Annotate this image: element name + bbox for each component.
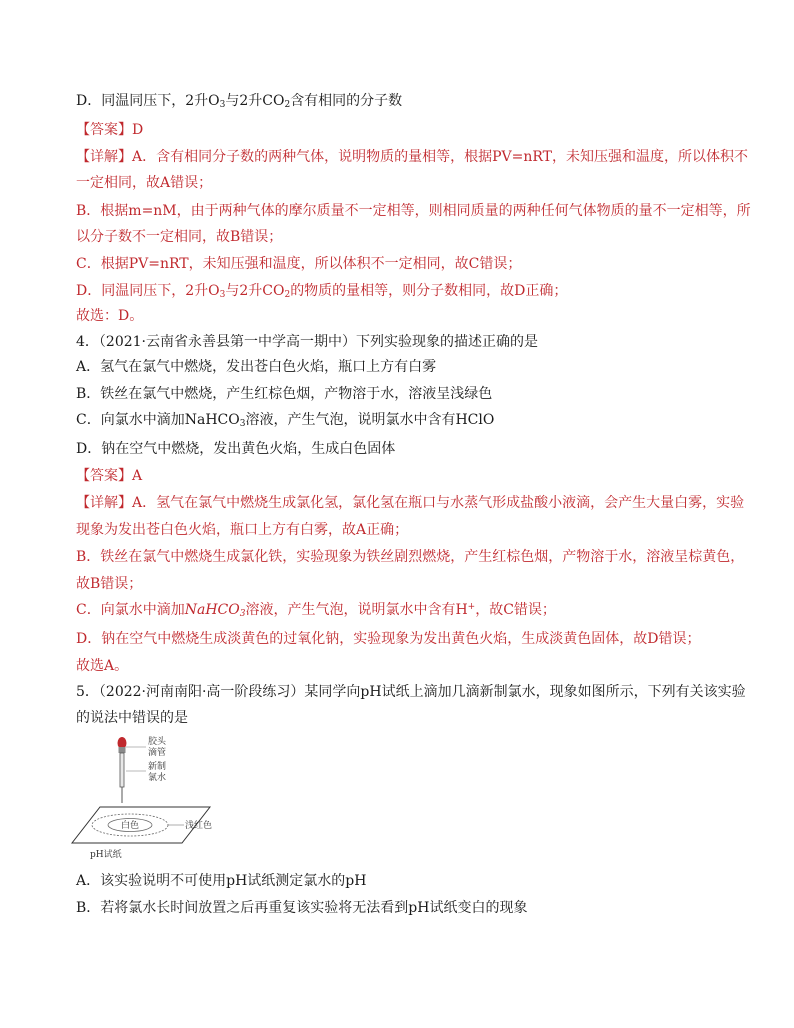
label-pink: 浅红色 [185,821,213,831]
q4-answer: 【答案】A [76,468,143,484]
q4-detail-line: 【详解】A．氢气在氯气中燃烧生成氯化氢，氯化氢在瓶口与水蒸气形成盐酸小液滴，会产生大量白雾，实验 [76,495,745,511]
q3-detail-line: C．根据PV=nRT，未知压强和温度，所以体积不一定相同，故C错误； [76,256,522,272]
q3-choose: 故选：D。 [76,308,144,324]
q4-detail-line: 现象为发出苍白色火焰，瓶口上方有白雾，故A正确； [76,522,409,538]
q4-option-a: A．氢气在氯气中燃烧，发出苍白色火焰，瓶口上方有白雾 [76,359,437,375]
q5-stem: 5．（2022·河南南阳·高一阶段练习）某同学向pH试纸上滴加几滴新制氯水，现象如图所示，下列有关该实验 [76,684,746,700]
q4-detail-line: 故B错误； [76,576,143,592]
q5-stem: 的说法中错误的是 [76,710,188,726]
q4-detail-line: C．向氯水中滴加NaHCO$_3$溶液，产生气泡，说明氯水中含有H+，故C错误； [76,602,556,619]
dropper-icon [118,737,147,803]
q3-detail-line: D．同温同压下，2升$O_3$与2升$CO_2$的物质的量相等，则分子数相同，故D正确； [76,283,568,300]
q3-answer: 【答案】D [76,122,144,138]
q4-choose: 故选A。 [76,658,129,674]
q4-detail-line: B．铁丝在氯气中燃烧生成氯化铁，实验现象为铁丝剧烈燃烧，产生红棕色烟，产物溶于水，溶液呈棕黄色， [76,549,745,565]
q4-detail-line: D．钠在空气中燃烧生成淡黄色的过氧化钠，实验现象为发出黄色火焰，生成淡黄色固体，故D错误； [76,631,701,647]
q5-option-a: A．该实验说明不可使用pH试纸测定氯水的pH [76,873,367,889]
q3-detail-line: 一定相同，故A错误； [76,175,213,191]
q4-option-d: D．钠在空气中燃烧，发出黄色火焰，生成白色固体 [76,441,396,457]
ph-paper-figure [70,733,220,863]
q4-option-c: C．向氯水中滴加NaHCO$_3$溶液，产生气泡，说明氯水中含有HClO [76,412,495,429]
label-chlorine-water: 新制 [148,762,167,772]
q3-detail-line: B．根据m=nM，由于两种气体的摩尔质量不一定相等，则相同质量的两种任何气体物质的量不一定相等，所 [76,203,751,219]
q4-option-b: B．铁丝在氯气中燃烧，产生红棕色烟，产物溶于水，溶液呈浅绿色 [76,386,493,402]
q3-option-d: D．同温同压下，2升$O_3$与2升$CO_2$含有相同的分子数 [76,93,403,110]
label-chlorine-water: 氯水 [148,773,167,783]
q3-detail-line: 以分子数不一定相同，故B错误； [76,229,283,245]
q4-stem: 4．（2021·云南省永善县第一中学高一期中）下列实验现象的描述正确的是 [76,334,538,350]
label-dropper: 滴管 [148,748,167,758]
label-white: 白色 [121,821,140,831]
label-ph-paper: pH试纸 [90,850,122,860]
q3-detail-line: 【详解】A．含有相同分子数的两种气体，说明物质的量相等，根据PV=nRT，未知压强和温度，所以体积不 [76,149,749,165]
q5-option-b: B．若将氯水长时间放置之后再重复该实验将无法看到pH试纸变白的现象 [76,900,528,916]
label-dropper: 胶头 [148,737,167,747]
